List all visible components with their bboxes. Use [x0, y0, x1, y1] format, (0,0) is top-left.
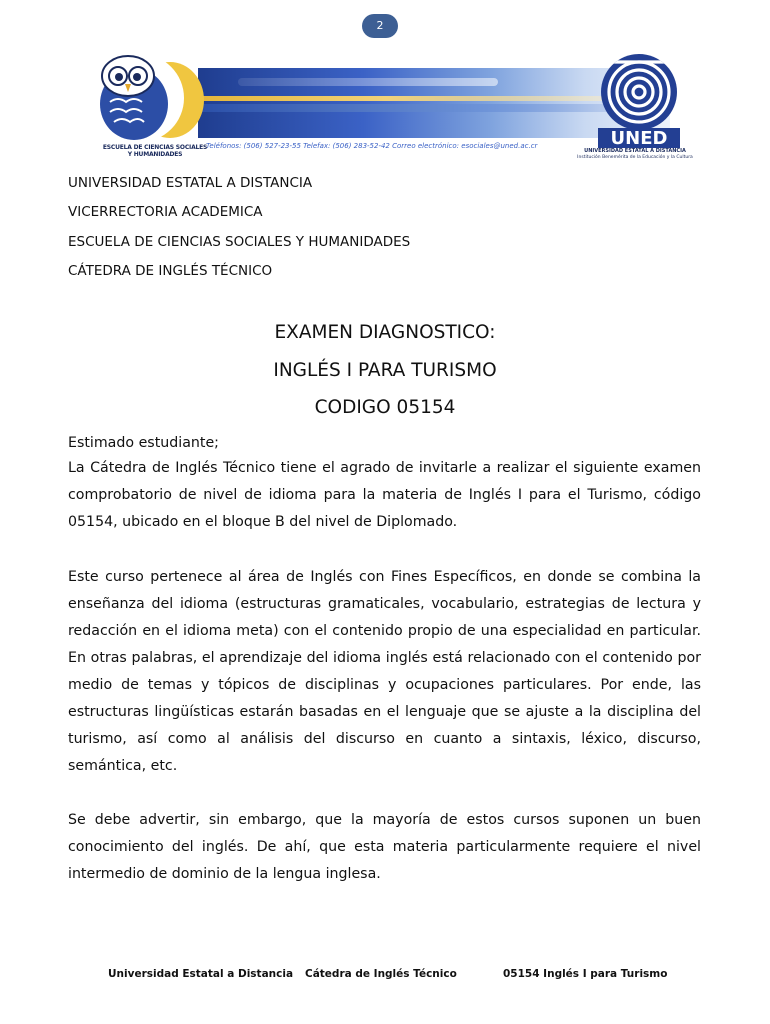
footer-center: Cátedra de Inglés Técnico	[305, 968, 457, 980]
banner-contact-line: Teléfonos: (506) 527-23-55 Telefax: (506) 283-52-42 Correo electrónico: esociales@uned.ac.cr	[206, 142, 538, 150]
page-footer	[0, 968, 770, 986]
institution-line-1: UNIVERSIDAD ESTATAL A DISTANCIA	[68, 175, 313, 191]
paragraph-course-description: Este curso pertenece al área de Inglés con Fines Específicos, en donde se combina la enseñanza del idioma (estructuras gramaticales, vocabulario, estrategias de lectura y redacción en el idioma meta) con el contenido propio de una especialidad en particular. En otras palabras, el aprendizaje del idioma inglés está relacionado con el contenido por medio de temas y tópicos de disciplinas y ocupaciones particulares. Por ende, las estructuras lingüísticas estarán basadas en el lenguaje que se ajuste a la disciplina del turismo, así como al análisis del discurso en cuanto a sintaxis, léxico, discurso, semántica, etc.	[68, 569, 701, 774]
salutation: Estimado estudiante;	[68, 435, 219, 451]
exam-title-line-3: CODIGO 05154	[314, 397, 456, 418]
uned-motto-caption: Institución Benemérita de la Educación y la Cultura	[577, 155, 693, 160]
owl-logo-icon	[88, 46, 206, 142]
page-number-badge: 2	[362, 14, 398, 38]
uned-name-caption: UNIVERSIDAD ESTATAL A DISTANCIA	[584, 148, 686, 154]
footer-right: 05154 Inglés I para Turismo	[503, 968, 668, 980]
institution-line-3: ESCUELA DE CIENCIAS SOCIALES Y HUMANIDADES	[68, 234, 411, 250]
svg-text:UNED: UNED	[610, 128, 668, 149]
institution-line-2: VICERRECTORIA ACADEMICA	[68, 204, 263, 220]
header-banner	[88, 46, 694, 170]
institution-line-4: CÁTEDRA DE INGLÉS TÉCNICO	[68, 263, 273, 279]
exam-title-line-2: INGLÉS I PARA TURISMO	[273, 360, 497, 381]
paragraph-requirements: Se debe advertir, sin embargo, que la mayoría de estos cursos suponen un buen conocimiento del inglés. De ahí, que esta materia particularmente requiere el nivel intermedio de dominio de la lengua inglesa.	[68, 812, 701, 882]
exam-title-line-1: EXAMEN DIAGNOSTICO:	[274, 322, 496, 343]
paragraph-intro: La Cátedra de Inglés Técnico tiene el agrado de invitarle a realizar el siguiente examen comprobatorio de nivel de idioma para la materia de Inglés I para el Turismo, código 05154, ubicado en el bloque B del nivel de Diplomado.	[68, 460, 701, 530]
school-logo-caption: ESCUELA DE CIENCIAS SOCIALES Y HUMANIDADES	[102, 144, 208, 158]
footer-left: Universidad Estatal a Distancia	[108, 968, 294, 980]
